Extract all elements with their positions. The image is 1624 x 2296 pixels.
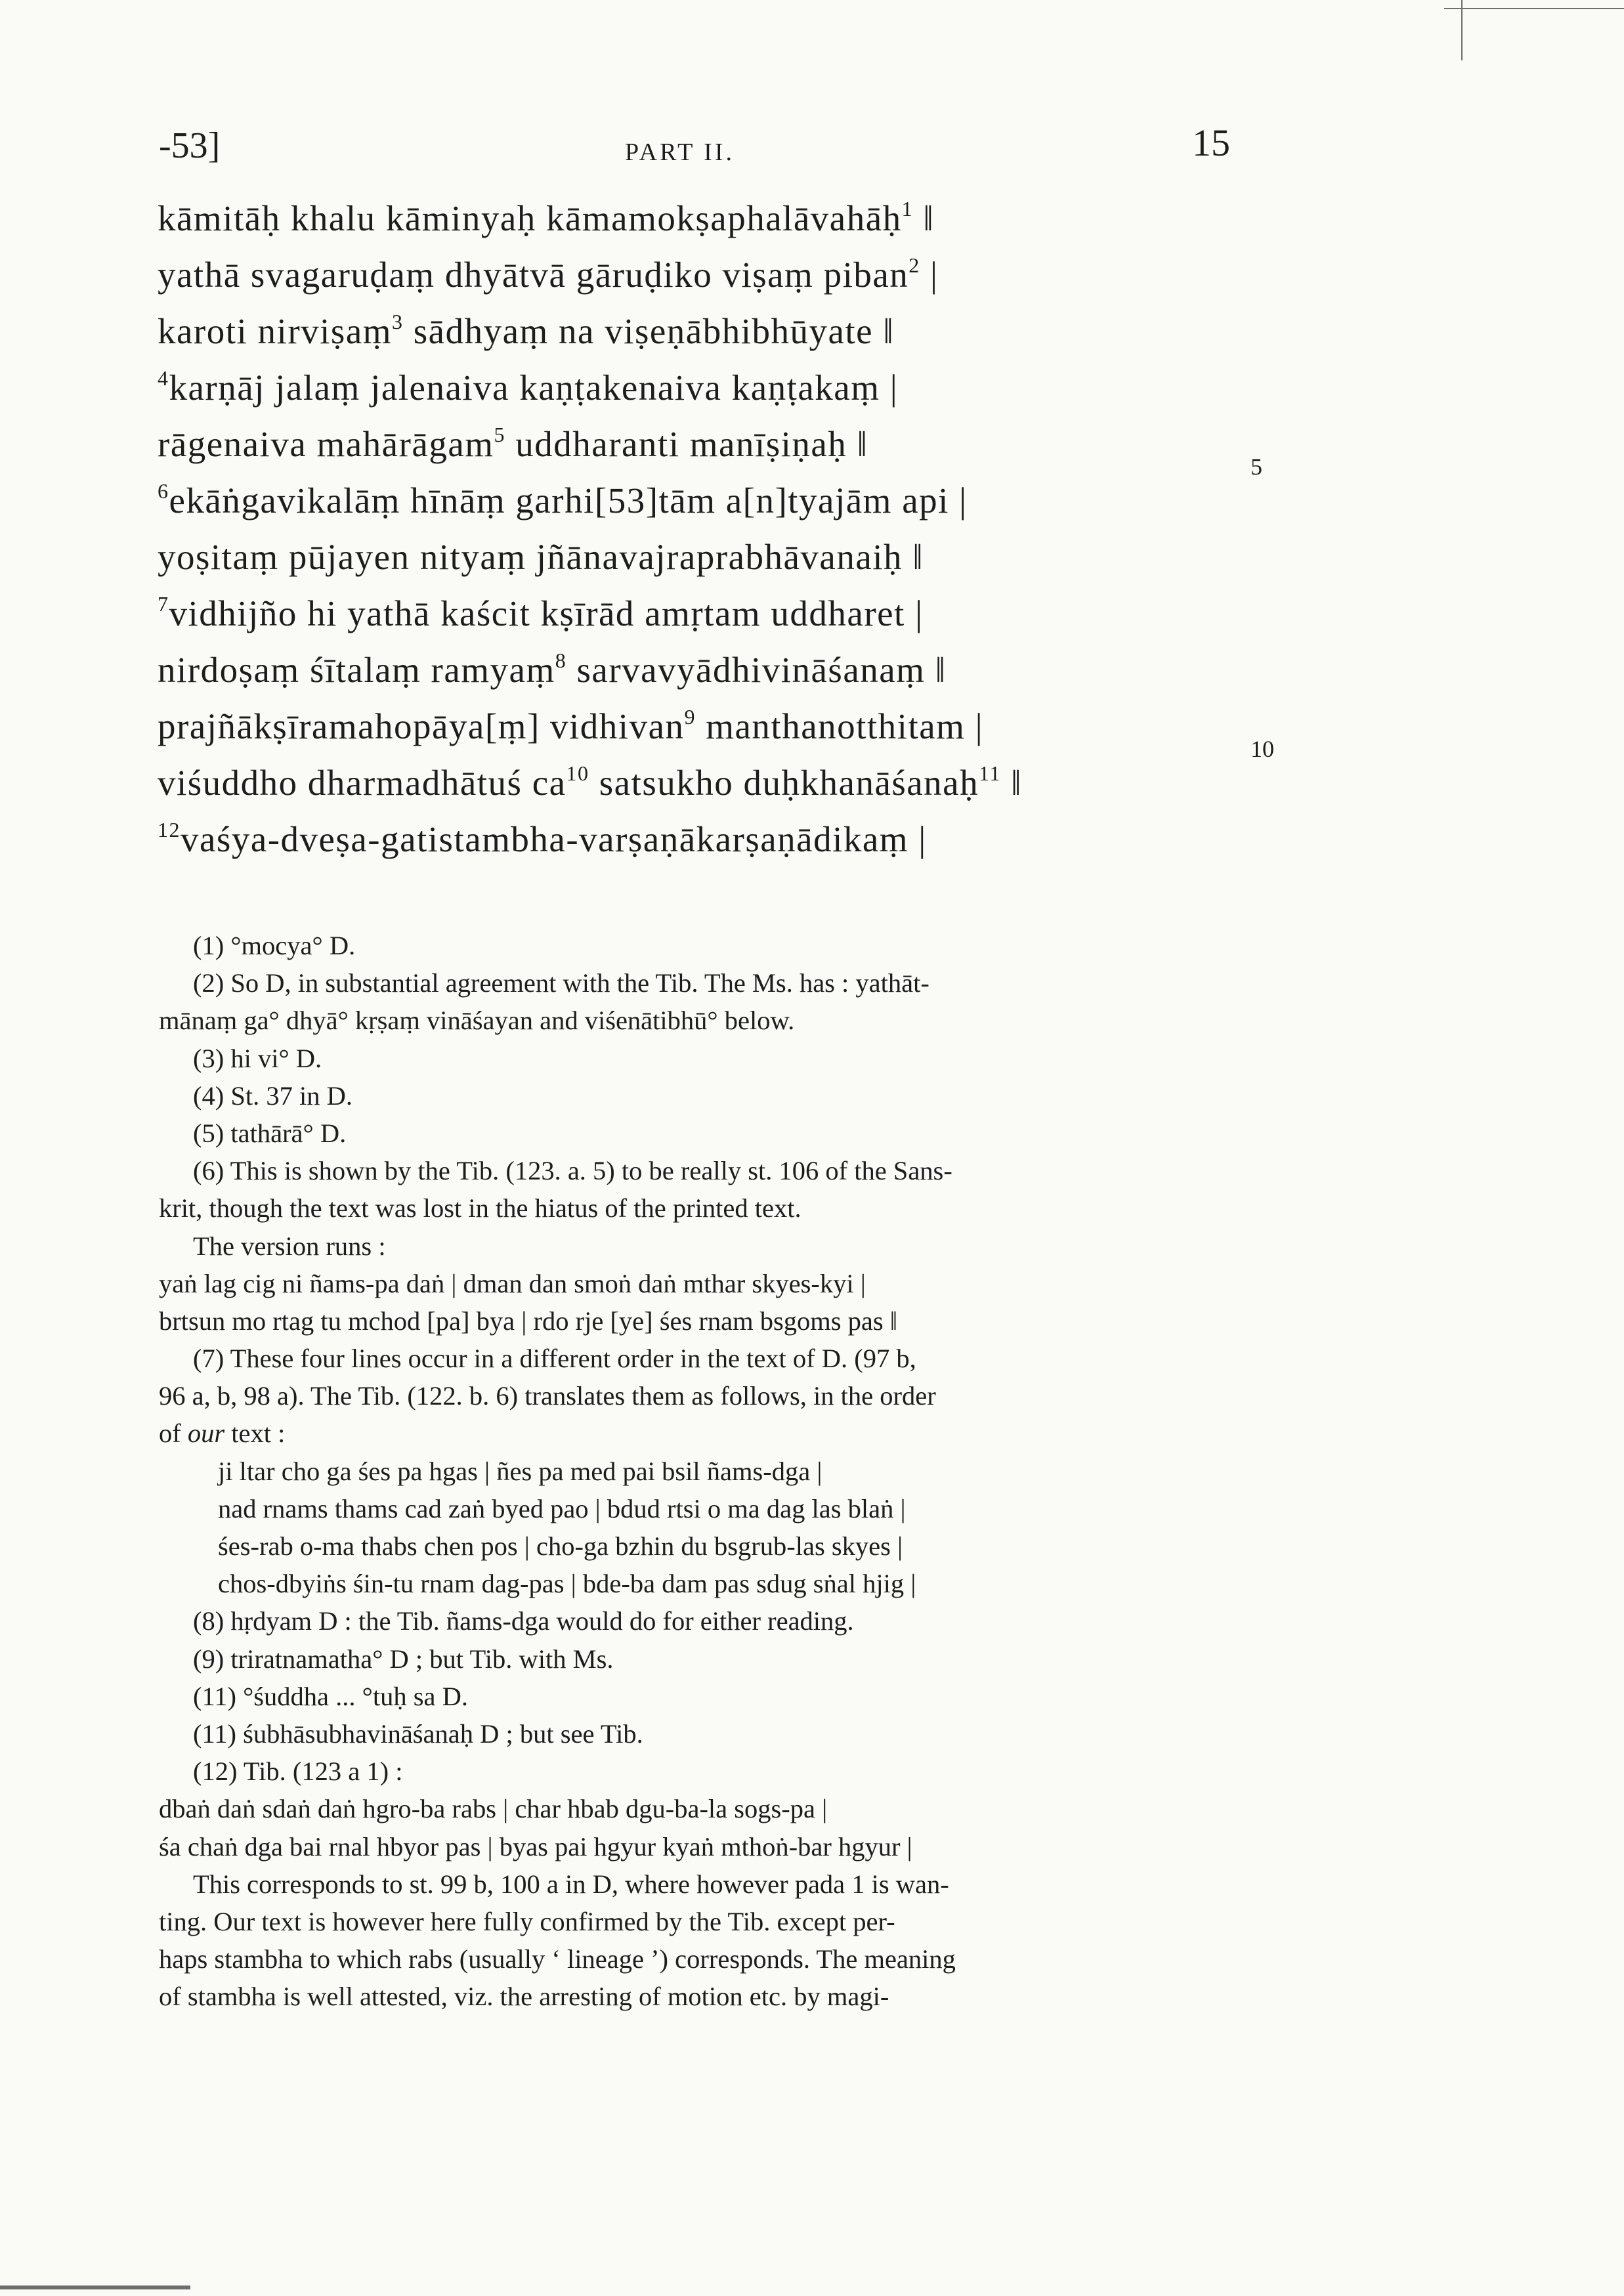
footnote-line: [159, 1340, 1229, 1377]
verse-text: karoti nirviṣaṃ: [158, 311, 393, 351]
verse-text: satsukho duḥkhanāśanaḥ: [589, 763, 979, 803]
footnote-marker: 4: [158, 366, 169, 390]
footnote-line: [159, 1828, 1229, 1865]
footnote-text: ting. Our text is however here fully confirmed by the Tib. except per-: [159, 1906, 895, 1936]
footnote-text: dbaṅ daṅ sdaṅ daṅ hgro-ba rabs | char hbab dgu-ba-la sogs-pa |: [159, 1794, 828, 1824]
footnote-line: [159, 1678, 1229, 1715]
footnote-line: [159, 1302, 1229, 1340]
footnote-text: text :: [224, 1418, 286, 1449]
section-range: -53]: [159, 125, 221, 166]
footnote-text: (2) So D, in substantial agreement with the Tib. The Ms. has : yathāt-: [193, 968, 930, 998]
footnote-emphasis: our: [187, 1418, 225, 1449]
footnote-text: haps stambha to which rabs (usually ‘ lineage ’) corresponds. The meaning: [159, 1944, 956, 1974]
footnote-text: (6) This is shown by the Tib. (123. a. 5) to be really st. 106 of the Sans-: [193, 1156, 952, 1186]
footnote-text: mānaṃ ga° dhyā° kṛṣaṃ vināśayan and viśenātibhū° below.: [159, 1006, 795, 1036]
verse-text: nirdoṣaṃ śītalaṃ ramyaṃ: [158, 650, 555, 690]
footnote-text: of: [159, 1418, 188, 1449]
verse-line: [158, 755, 1221, 811]
verse-text: yoṣitaṃ pūjayen nityaṃ jñānavajraprabhāvanaiḥ ‖: [158, 537, 924, 577]
verse-text: kāmitāḥ khalu kāminyaḥ kāmamokṣaphalāvahāḥ: [158, 198, 902, 238]
footnote-line: [159, 1265, 1229, 1302]
running-head: [159, 121, 1230, 177]
footnote-text: This corresponds to st. 99 b, 100 a in D, where however pada 1 is wan-: [193, 1869, 949, 1899]
verse-text: ‖: [913, 198, 935, 238]
verse-text: sādhyaṃ na viṣeṇābhibhūyate ‖: [403, 311, 895, 351]
footnote-line: [159, 964, 1229, 1002]
footnotes-block: [159, 927, 1229, 2015]
footnote-text: (9) triratnamatha° D ; but Tib. with Ms.: [193, 1644, 614, 1674]
footnote-line: [159, 1640, 1229, 1678]
footnote-text: 96 a, b, 98 a). The Tib. (122. b. 6) translates them as follows, in the order: [159, 1381, 936, 1411]
verse-line: [158, 303, 1221, 360]
footnote-marker: 7: [158, 592, 169, 616]
footnote-text: brtsun mo rtag tu mchod [pa] bya | rdo rje [ye] śes rnam bsgoms pas ‖: [159, 1306, 898, 1336]
footnote-line: [159, 1978, 1229, 2015]
part-title: PART II.: [625, 138, 735, 166]
footnote-marker: 3: [392, 310, 404, 333]
footnote-text: śes-rab o-ma thabs chen pos | cho-ga bzhin du bsgrub-las skyes |: [218, 1531, 903, 1561]
scan-edge-top: [1444, 8, 1624, 9]
footnote-marker: 1: [901, 197, 914, 221]
verse-text: uddharanti manīṣiṇaḥ ‖: [505, 424, 868, 464]
verse-line: [158, 811, 1221, 868]
footnote-text: (3) hi vi° D.: [193, 1043, 322, 1073]
footnote-marker: 12: [158, 818, 181, 841]
verse-text: prajñākṣīramahopāya[ṃ] vidhivan: [158, 706, 685, 746]
footnote-line: [159, 1753, 1229, 1790]
footnote-line: [159, 1527, 1229, 1565]
footnote-text: krit, though the text was lost in the hiatus of the printed text.: [159, 1193, 801, 1223]
footnote-line: [159, 1152, 1229, 1189]
verse-text: ekāṅgavikalāṃ hīnāṃ garhi[53]tām a[n]tyajām api |: [169, 480, 968, 521]
verse-text: manthanotthitam |: [695, 706, 984, 746]
footnote-line: [159, 1414, 1229, 1452]
footnote-text: ji ltar cho ga śes pa hgas | ñes pa med pai bsil ñams-dga |: [218, 1456, 823, 1486]
verse-text: yathā svagaruḍaṃ dhyātvā gāruḍiko viṣaṃ piban: [158, 255, 909, 295]
footnote-line: [159, 1040, 1229, 1077]
sanskrit-verse-block: [158, 190, 1221, 868]
verse-line: [158, 247, 1221, 303]
footnote-line: [159, 1227, 1229, 1265]
verse-text: viśuddho dharmadhātuś ca: [158, 763, 566, 803]
footnote-text: (11) śubhāsubhavināśanaḥ D ; but see Tib.: [193, 1718, 643, 1749]
footnote-line: [159, 1903, 1229, 1940]
footnote-line: [159, 1865, 1229, 1903]
footnote-line: [159, 1453, 1229, 1490]
verse-line: [158, 473, 1221, 529]
footnote-text: (4) St. 37 in D.: [193, 1080, 353, 1111]
footnote-text: of stambha is well attested, viz. the arresting of motion etc. by magi-: [159, 1982, 889, 2012]
verse-text: rāgenaiva mahārāgam: [158, 424, 494, 464]
verse-text: ‖: [1000, 763, 1023, 803]
footnote-line: [159, 1002, 1229, 1039]
footnote-text: yaṅ lag cig ni ñams-pa daṅ | dman dan smoṅ daṅ mthar skyes-kyi |: [159, 1268, 866, 1298]
verse-text: sarvavyādhivināśanaṃ ‖: [566, 650, 947, 690]
footnote-marker: 9: [684, 705, 696, 729]
scan-edge-bottom: [0, 2285, 190, 2289]
footnote-marker: 8: [555, 648, 567, 672]
scan-edge-right: [1461, 0, 1463, 60]
line-number-10: 10: [1250, 736, 1274, 762]
footnote-text: (5) tathārā° D.: [193, 1118, 347, 1148]
footnote-marker: 6: [158, 479, 169, 503]
verse-line: [158, 360, 1221, 416]
footnote-text: śa chaṅ dga bai rnal hbyor pas | byas pai hgyur kyaṅ mthoṅ-bar hgyur |: [159, 1831, 912, 1861]
verse-line: [158, 585, 1221, 642]
verse-text: vaśya-dveṣa-gatistambha-varṣaṇākarṣaṇādikaṃ |: [181, 819, 927, 859]
footnote-marker: 5: [494, 423, 506, 446]
footnote-line: [159, 1077, 1229, 1115]
footnote-line: [159, 1940, 1229, 1978]
verse-line: [158, 190, 1221, 247]
footnote-text: nad rnams thams cad zaṅ byed pao | bdud rtsi o ma dag las blaṅ |: [218, 1493, 906, 1523]
footnote-line: [159, 1565, 1229, 1602]
footnote-text: chos-dbyiṅs śin-tu rnam dag-pas | bde-ba dam pas sdug sṅal hjig |: [218, 1569, 916, 1599]
verse-text: karṇāj jalaṃ jalenaiva kaṇṭakenaiva kaṇṭakaṃ |: [169, 368, 899, 408]
footnote-text: (11) °śuddha ... °tuḥ sa D.: [193, 1681, 468, 1711]
footnote-marker: 10: [566, 761, 589, 785]
footnote-text: (7) These four lines occur in a different order in the text of D. (97 b,: [193, 1344, 916, 1374]
footnote-text: The version runs :: [193, 1231, 386, 1261]
footnote-marker: 2: [908, 253, 920, 277]
footnote-line: [159, 1115, 1229, 1152]
footnote-line: [159, 927, 1229, 964]
footnote-line: [159, 1490, 1229, 1527]
footnote-line: [159, 1189, 1229, 1227]
verse-line: [158, 416, 1221, 473]
verse-line: [158, 529, 1221, 585]
verse-text: vidhijño hi yathā kaścit kṣīrād amṛtam uddharet |: [169, 593, 924, 633]
footnote-text: (1) °mocya° D.: [193, 931, 356, 960]
footnote-line: [159, 1602, 1229, 1640]
page-number: 15: [1192, 121, 1230, 164]
footnote-line: [159, 1377, 1229, 1414]
footnote-line: [159, 1790, 1229, 1827]
footnote-marker: 11: [979, 761, 1001, 785]
verse-text: |: [920, 255, 939, 295]
verse-line: [158, 698, 1221, 755]
footnote-line: [159, 1715, 1229, 1753]
footnote-text: (8) hṛdyam D : the Tib. ñams-dga would do for either reading.: [193, 1606, 854, 1636]
footnote-text: (12) Tib. (123 a 1) :: [193, 1756, 403, 1787]
verse-line: [158, 642, 1221, 698]
line-number-5: 5: [1250, 454, 1262, 480]
